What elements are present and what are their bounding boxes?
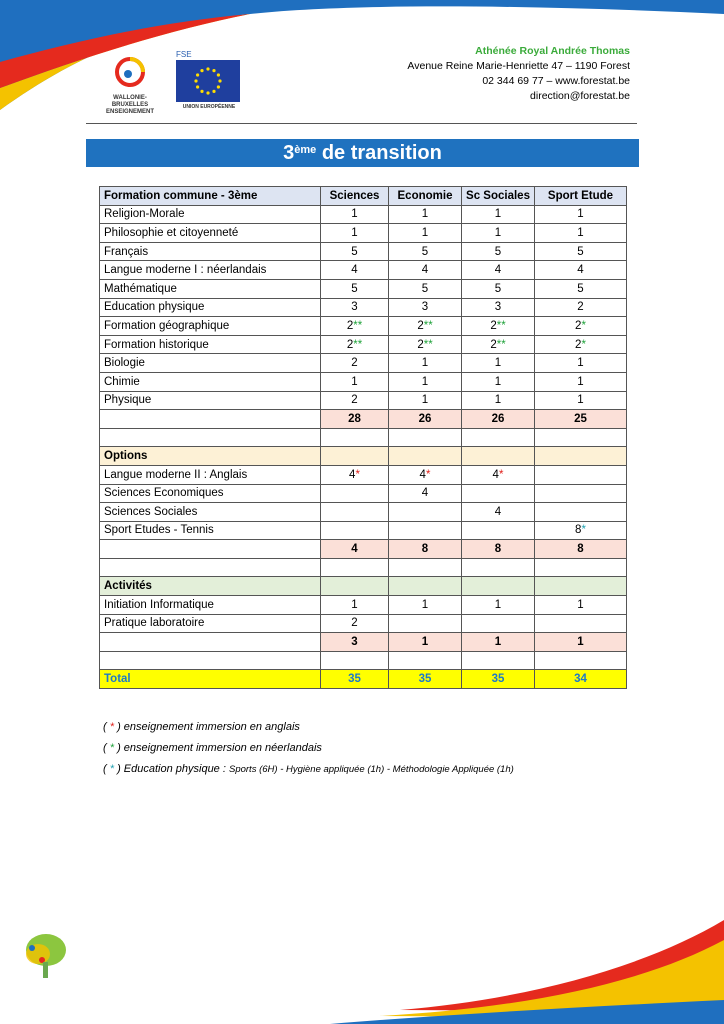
value-cell <box>321 651 389 670</box>
value-cell: 2 <box>535 298 627 317</box>
value-cell: 2** <box>321 335 389 354</box>
value-cell <box>321 484 389 503</box>
value-cell: 34 <box>535 670 627 689</box>
value-cell: 1 <box>535 633 627 652</box>
legend-red: ( * ) enseignement immersion en anglais <box>103 721 300 733</box>
activity-row <box>100 596 627 615</box>
value-cell <box>321 447 389 466</box>
immersion-mark: ** <box>496 319 506 332</box>
row-label: Langue moderne II : Anglais <box>100 465 321 484</box>
subject-row <box>100 224 627 243</box>
value-cell: 5 <box>535 242 627 261</box>
row-label: Mathématique <box>100 279 321 298</box>
value-cell: 2** <box>389 335 462 354</box>
grand-total-label: Total <box>100 670 321 689</box>
value-cell: 4 <box>389 261 462 280</box>
value-cell: 35 <box>321 670 389 689</box>
subject-row <box>100 205 627 224</box>
value-cell: 26 <box>462 410 535 429</box>
value-cell: 1 <box>321 205 389 224</box>
value-cell: 4 <box>321 261 389 280</box>
value-cell: 2 <box>321 391 389 410</box>
row-label: Pratique laboratoire <box>100 614 321 633</box>
row-label: Initiation Informatique <box>100 596 321 615</box>
value-cell: 2 <box>321 614 389 633</box>
value-cell: 3 <box>389 298 462 317</box>
title-superscript: ème <box>294 144 317 156</box>
immersion-mark: ** <box>353 319 363 332</box>
subject-row <box>100 372 627 391</box>
header-divider <box>86 123 637 124</box>
option-row <box>100 465 627 484</box>
activities-section-row <box>100 577 627 596</box>
value-cell: 1 <box>389 633 462 652</box>
subject-row <box>100 261 627 280</box>
value-cell: 8 <box>462 540 535 559</box>
value-cell: 1 <box>389 224 462 243</box>
value-cell: 2** <box>321 317 389 336</box>
value-cell <box>535 614 627 633</box>
value-cell <box>389 651 462 670</box>
immersion-mark: * <box>498 468 504 481</box>
value-cell: 2 <box>321 354 389 373</box>
eu-fse-logo <box>176 50 242 110</box>
legend <box>103 717 514 780</box>
immersion-mark: * <box>581 524 586 537</box>
value-cell <box>321 428 389 447</box>
value-cell: 1 <box>321 224 389 243</box>
subject-row <box>100 354 627 373</box>
value-cell: 4 <box>535 261 627 280</box>
value-cell: 1 <box>321 596 389 615</box>
value-cell: 5 <box>535 279 627 298</box>
value-cell <box>389 558 462 577</box>
value-cell: 2** <box>462 317 535 336</box>
subtotal-row <box>100 633 627 652</box>
timetable <box>99 186 627 689</box>
value-cell: 1 <box>535 596 627 615</box>
value-cell <box>389 577 462 596</box>
row-label: Chimie <box>100 372 321 391</box>
value-cell: 1 <box>389 391 462 410</box>
option-row <box>100 484 627 503</box>
options-section-row <box>100 447 627 466</box>
value-cell: 3 <box>462 298 535 317</box>
fse-label: FSE <box>176 50 192 59</box>
page-title <box>86 139 639 167</box>
value-cell: 5 <box>321 279 389 298</box>
grand-total-row <box>100 670 627 689</box>
value-cell <box>389 428 462 447</box>
eu-flag-icon <box>176 60 240 102</box>
value-cell: 1 <box>462 596 535 615</box>
subject-row <box>100 298 627 317</box>
value-cell: 1 <box>462 224 535 243</box>
value-cell: 25 <box>535 410 627 429</box>
value-cell <box>321 558 389 577</box>
option-row <box>100 503 627 522</box>
teal-asterisk: * <box>109 763 115 775</box>
eu-label: UNION EUROPÉENNE <box>182 104 236 110</box>
value-cell: 1 <box>462 633 535 652</box>
spacer-row <box>100 651 627 670</box>
value-cell <box>535 428 627 447</box>
subtotal-row <box>100 410 627 429</box>
value-cell: 2* <box>535 317 627 336</box>
value-cell: 1 <box>462 354 535 373</box>
wb-emblem-icon <box>114 56 146 90</box>
value-cell <box>535 447 627 466</box>
value-cell: 2* <box>535 335 627 354</box>
subtotal-label <box>100 410 321 429</box>
immersion-mark: * <box>355 468 360 481</box>
subtotal-label <box>100 633 321 652</box>
row-label: Langue moderne I : néerlandais <box>100 261 321 280</box>
school-contact <box>407 44 630 104</box>
value-cell: 1 <box>389 354 462 373</box>
value-cell: 1 <box>535 391 627 410</box>
column-header: Sport Etude <box>535 187 627 206</box>
row-label: Sport Etudes - Tennis <box>100 521 321 540</box>
table-header-row <box>100 187 627 206</box>
wb-logo-line1: WALLONIE-BRUXELLES <box>111 95 149 108</box>
column-header: Sciences <box>321 187 389 206</box>
value-cell <box>535 577 627 596</box>
value-cell <box>462 521 535 540</box>
subtotal-label <box>100 540 321 559</box>
value-cell <box>462 484 535 503</box>
immersion-mark: ** <box>353 338 363 351</box>
subject-row <box>100 317 627 336</box>
value-cell <box>321 577 389 596</box>
value-cell: 1 <box>321 372 389 391</box>
value-cell <box>321 521 389 540</box>
school-name: Athénée Royal Andrée Thomas <box>475 45 630 57</box>
value-cell: 1 <box>462 372 535 391</box>
value-cell: 5 <box>321 242 389 261</box>
row-label: Formation géographique <box>100 317 321 336</box>
value-cell: 5 <box>462 279 535 298</box>
section-label: Options <box>100 447 321 466</box>
value-cell: 1 <box>462 205 535 224</box>
row-label: Français <box>100 242 321 261</box>
value-cell: 1 <box>535 354 627 373</box>
tree-logo-icon <box>18 930 70 982</box>
immersion-mark: ** <box>496 338 506 351</box>
spacer-row <box>100 428 627 447</box>
row-label: Religion-Morale <box>100 205 321 224</box>
value-cell <box>389 521 462 540</box>
value-cell: 4 <box>462 503 535 522</box>
column-header: Formation commune - 3ème <box>100 187 321 206</box>
row-label: Physique <box>100 391 321 410</box>
option-row <box>100 521 627 540</box>
spacer-cell <box>100 651 321 670</box>
value-cell: 8* <box>535 521 627 540</box>
value-cell <box>462 651 535 670</box>
value-cell: 1 <box>535 205 627 224</box>
value-cell: 1 <box>389 205 462 224</box>
value-cell: 4 <box>321 540 389 559</box>
wb-logo-line2: ENSEIGNEMENT <box>105 109 154 115</box>
legend-teal: ( * ) Education physique : Sports (6H) - Hygiène appliquée (1h) - Méthodologie Appliquée (1h) <box>103 763 514 775</box>
value-cell: 3 <box>321 298 389 317</box>
value-cell: 1 <box>389 596 462 615</box>
subject-row <box>100 242 627 261</box>
row-label: Philosophie et citoyenneté <box>100 224 321 243</box>
value-cell: 2** <box>389 317 462 336</box>
title-suffix: de transition <box>316 142 442 164</box>
column-header: Sc Sociales <box>462 187 535 206</box>
value-cell: 5 <box>389 242 462 261</box>
value-cell <box>535 465 627 484</box>
value-cell: 8 <box>389 540 462 559</box>
activity-row <box>100 614 627 633</box>
title-prefix: 3 <box>283 142 295 164</box>
value-cell: 4* <box>462 465 535 484</box>
school-phone-web: 02 344 69 77 – www.forestat.be <box>482 75 630 87</box>
value-cell <box>462 577 535 596</box>
subject-row <box>100 279 627 298</box>
value-cell <box>462 614 535 633</box>
spacer-row <box>100 558 627 577</box>
value-cell: 4* <box>321 465 389 484</box>
red-asterisk: * <box>109 721 115 733</box>
value-cell <box>535 503 627 522</box>
immersion-mark: ** <box>423 319 433 332</box>
value-cell: 1 <box>389 372 462 391</box>
value-cell: 1 <box>535 372 627 391</box>
green-asterisk: * <box>109 742 115 754</box>
row-label: Sciences Economiques <box>100 484 321 503</box>
immersion-mark: * <box>581 319 586 332</box>
immersion-mark: * <box>425 468 431 481</box>
value-cell <box>389 447 462 466</box>
value-cell <box>462 558 535 577</box>
spacer-cell <box>100 428 321 447</box>
row-label: Biologie <box>100 354 321 373</box>
value-cell: 28 <box>321 410 389 429</box>
section-label: Activités <box>100 577 321 596</box>
value-cell: 4 <box>389 484 462 503</box>
value-cell: 8 <box>535 540 627 559</box>
school-address: Avenue Reine Marie-Henriette 47 – 1190 Forest <box>407 60 630 72</box>
value-cell: 5 <box>389 279 462 298</box>
value-cell: 1 <box>462 391 535 410</box>
value-cell <box>389 614 462 633</box>
value-cell: 3 <box>321 633 389 652</box>
value-cell <box>389 503 462 522</box>
row-label: Formation historique <box>100 335 321 354</box>
subtotal-row <box>100 540 627 559</box>
spacer-cell <box>100 558 321 577</box>
legend-green: ( * ) enseignement immersion en néerlandais <box>103 742 322 754</box>
wallonie-bruxelles-logo <box>100 56 160 114</box>
subject-row <box>100 335 627 354</box>
school-email: direction@forestat.be <box>530 90 630 102</box>
value-cell: 2** <box>462 335 535 354</box>
column-header: Economie <box>389 187 462 206</box>
value-cell <box>535 558 627 577</box>
value-cell: 5 <box>462 242 535 261</box>
value-cell <box>462 428 535 447</box>
row-label: Education physique <box>100 298 321 317</box>
subject-row <box>100 391 627 410</box>
row-label: Sciences Sociales <box>100 503 321 522</box>
immersion-mark: ** <box>423 338 433 351</box>
value-cell <box>535 651 627 670</box>
value-cell: 4 <box>462 261 535 280</box>
value-cell <box>535 484 627 503</box>
value-cell <box>462 447 535 466</box>
value-cell: 26 <box>389 410 462 429</box>
value-cell <box>321 503 389 522</box>
value-cell: 35 <box>389 670 462 689</box>
immersion-mark: * <box>581 338 586 351</box>
value-cell: 1 <box>535 224 627 243</box>
value-cell: 35 <box>462 670 535 689</box>
value-cell: 4* <box>389 465 462 484</box>
